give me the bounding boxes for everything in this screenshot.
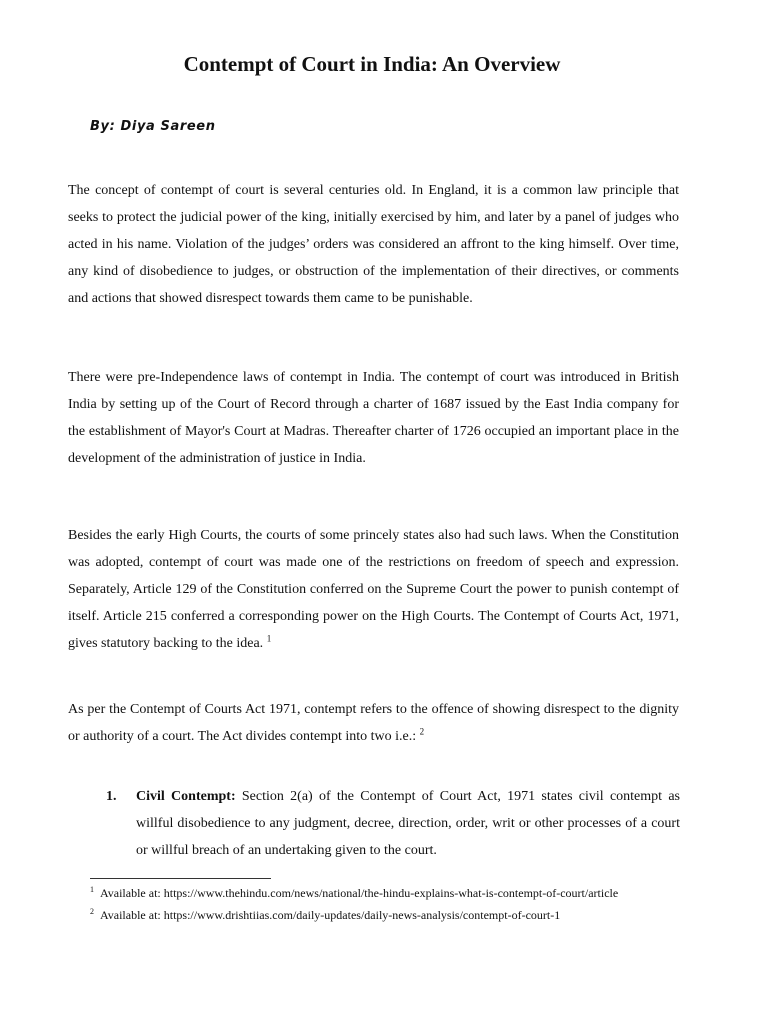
footnote-text[interactable]: Available at: https://www.thehindu.com/news/national/the-hindu-explains-what-is-contempt-of-court/article bbox=[100, 886, 619, 900]
paragraph-text: As per the Contempt of Courts Act 1971, contempt refers to the offence of showing disrespect to the dignity or authority of a court. The Act divides contempt into two i.e.: bbox=[68, 702, 679, 744]
footnote-mark: 2 bbox=[90, 907, 94, 916]
paragraph-text: The concept of contempt of court is several centuries old. In England, it is a common law principle that seeks to protect the judicial power of the king, initially exercised by him, and later by a panel of judges who acted in his name. Violation of the judges’ orders was considered an affront to the king himself. Over time, any kind of disobedience to judges, or obstruction of the implementation of their directives, or comments and actions that showed disrespect towards them came to be punishable. bbox=[68, 183, 679, 306]
footnote-text[interactable]: Available at: https://www.drishtiias.com/daily-updates/daily-news-analysis/contempt-of-court-1 bbox=[100, 908, 561, 922]
paragraph-history-england bbox=[68, 177, 679, 312]
list-number: 1. bbox=[106, 789, 117, 804]
author-byline: By: Diya Sareen bbox=[90, 119, 216, 134]
footnote-divider bbox=[90, 878, 271, 879]
document-title: Contempt of Court in India: An Overview bbox=[183, 52, 561, 76]
footnote-1 bbox=[90, 885, 618, 901]
list-item-body bbox=[136, 783, 680, 864]
paragraph-pre-independence bbox=[68, 364, 679, 472]
paragraph-constitution bbox=[68, 522, 679, 657]
footnote-2 bbox=[90, 907, 560, 923]
list-item-term: Civil Contempt: bbox=[136, 789, 236, 804]
paragraph-text: There were pre-Independence laws of contempt in India. The contempt of court was introduced in British India by setting up of the Court of Record through a charter of 1687 issued by the East India company for the establishment of Mayor's Court at Madras. Thereafter charter of 1726 occupied an important place in the development of the administration of justice in India. bbox=[68, 370, 679, 466]
list-item-text: Section 2(a) of the Contempt of Court Act, 1971 states civil contempt as willful disobedience to any judgment, decree, direction, order, writ or other processes of a court or willful breach of an undertaking given to the court. bbox=[136, 789, 680, 858]
footnote-mark: 1 bbox=[90, 885, 94, 894]
list-item-civil-contempt bbox=[106, 783, 680, 864]
paragraph-act-definition bbox=[68, 696, 679, 750]
paragraph-text: Besides the early High Courts, the courts of some princely states also had such laws. When the Constitution was adopted, contempt of court was made one of the restrictions on freedom of speech and expression. Separately, Article 129 of the Constitution conferred on the Supreme Court the power to punish contempt of itself. Article 215 conferred a corresponding power on the High Courts. The Contempt of Courts Act, 1971, gives statutory backing to the idea. bbox=[68, 528, 679, 651]
footnote-ref-1[interactable]: 1 bbox=[266, 633, 272, 644]
footnote-ref-2[interactable]: 2 bbox=[419, 726, 425, 737]
